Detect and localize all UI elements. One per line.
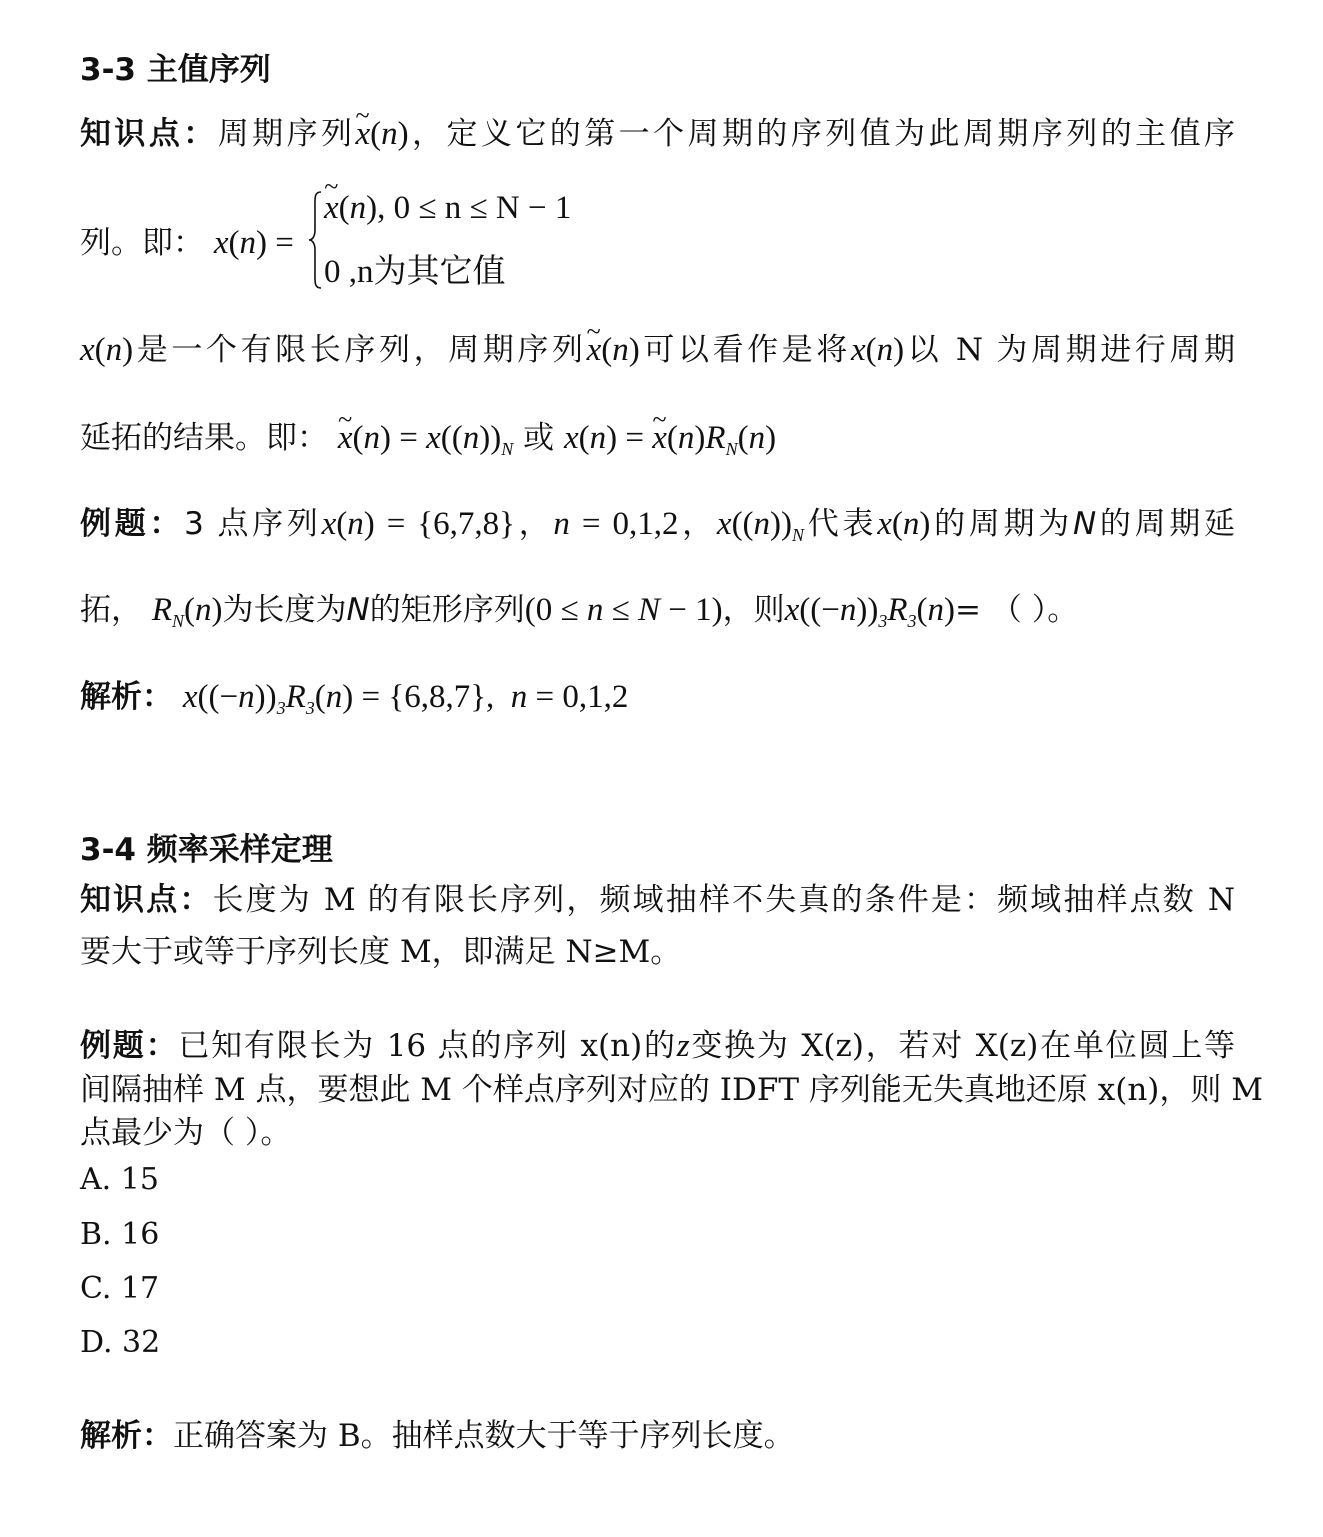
- knowledge-point-3-3-line1: 知识点：周期序列~ x(n)，定义它的第一个周期的序列值为此周期序列的主值序: [80, 114, 1235, 154]
- choice-b: B. 16: [80, 1217, 160, 1252]
- example-3-4-line3: 点最少为（ ）。: [80, 1115, 292, 1151]
- solution-label: 解析：: [80, 679, 173, 715]
- solution-3-3: 解析： $x((-n))_3R_3(n) = \{6,8,7\}$, n = 0,1,2: [80, 679, 629, 718]
- knowledge-label: 知识点：: [80, 882, 213, 918]
- knowledge-label: 知识点：: [80, 116, 218, 152]
- example-label: 例题：: [80, 506, 185, 542]
- choice-a: A. 15: [80, 1162, 159, 1197]
- solution-3-4: 解析：正确答案为 B。抽样点数大于等于序列长度。: [80, 1418, 795, 1454]
- choice-d: D. 32: [80, 1325, 161, 1360]
- solution-label: 解析：: [80, 1418, 173, 1454]
- paragraph-finite-length: x(n)是一个有限长序列，周期序列~ x(n)可以看作是将x(n)以 N 为周期进行周期: [80, 330, 1235, 370]
- example-3-3-line2: 拓， $R_N(n)$为长度为N的矩形序列(0 ≤ n ≤ N − 1)，则$x((-n))_3R_3(n)=$ （ ）。: [80, 592, 1079, 631]
- choice-c: C. 17: [80, 1271, 160, 1306]
- knowledge-point-3-4-line1: 知识点：长度为 M 的有限长序列，频域抽样不失真的条件是：频域抽样点数 N: [80, 882, 1235, 918]
- example-3-3-line1: 例题：3 点序列x(n) = {6,7,8}，n = 0,1,2，$x((n))_N$代表x(n)的周期为N的周期延: [80, 506, 1236, 545]
- section-3-3-title: 3-3 主值序列: [80, 52, 271, 88]
- example-3-4-line1: 例题：已知有限长为 16 点的序列 x(n)的z变换为 X(z)，若对 X(z)在单位圆上等: [80, 1028, 1236, 1064]
- example-3-4-line2: 间隔抽样 M 点，要想此 M 个样点序列对应的 IDFT 序列能无失真地还原 x(n)，则 M: [80, 1072, 1263, 1108]
- section-3-4-title: 3-4 频率采样定理: [80, 832, 333, 868]
- left-brace-icon: [308, 190, 322, 290]
- knowledge-point-3-4-line2: 要大于或等于序列长度 M，即满足 N≥M。: [80, 934, 682, 970]
- paragraph-periodic-extension: 延拓的结果。即： ~ $x(n) = x((n))_N$ 或 x(n) = ~ $x(n)R_N(n)$: [80, 418, 776, 469]
- example-label: 例题：: [80, 1028, 179, 1064]
